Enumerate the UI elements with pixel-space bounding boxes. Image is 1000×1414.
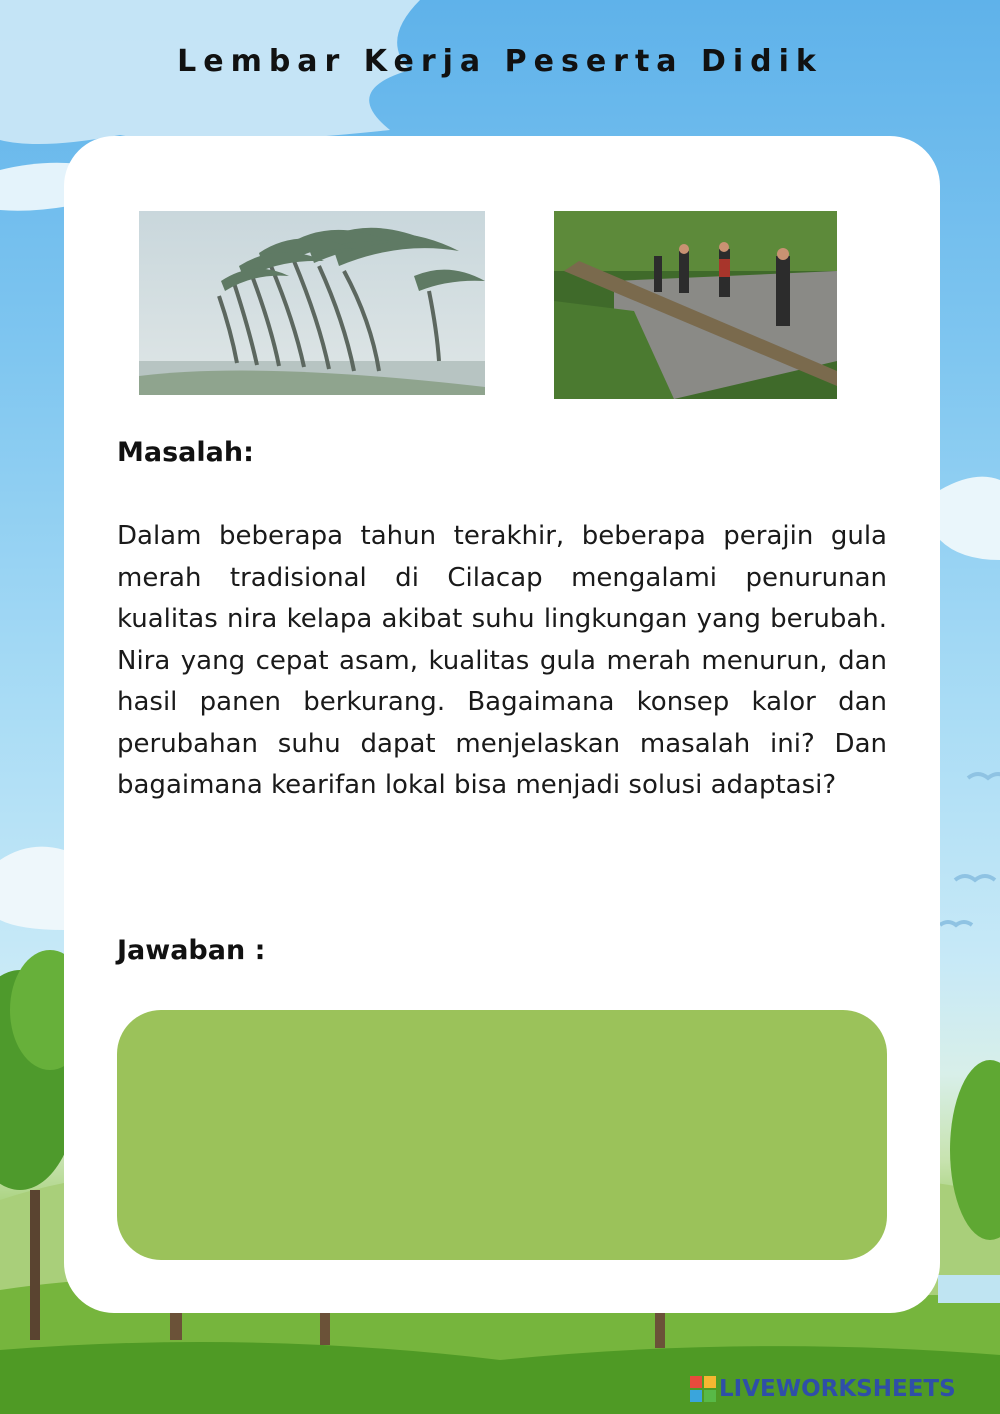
logo-text: LIVEWORKSHEETS	[719, 1376, 956, 1402]
page-title: Lembar Kerja Peserta Didik	[177, 44, 823, 79]
fallen-tree-photo	[554, 211, 837, 399]
liveworksheets-logo	[690, 1374, 956, 1404]
storm-palms-photo	[139, 211, 485, 395]
masalah-heading: Masalah:	[117, 437, 254, 468]
problem-text: Dalam beberapa tahun terakhir, beberapa perajin gula merah tradisional di Cilacap mengalami penurunan kualitas nira kelapa akibat suhu lingkungan yang berubah. Nira yang cepat asam, kualitas gula merah menurun, dan hasil panen berkurang. Bagaimana konsep kalor dan perubahan suhu dapat menjelaskan masalah ini? Dan bagaimana kearifan lokal bisa menjadi solusi adaptasi?	[117, 521, 887, 800]
answer-input[interactable]	[117, 1010, 887, 1260]
jawaban-heading: Jawaban :	[117, 935, 266, 966]
liveworksheets-logo-icon	[690, 1376, 716, 1402]
